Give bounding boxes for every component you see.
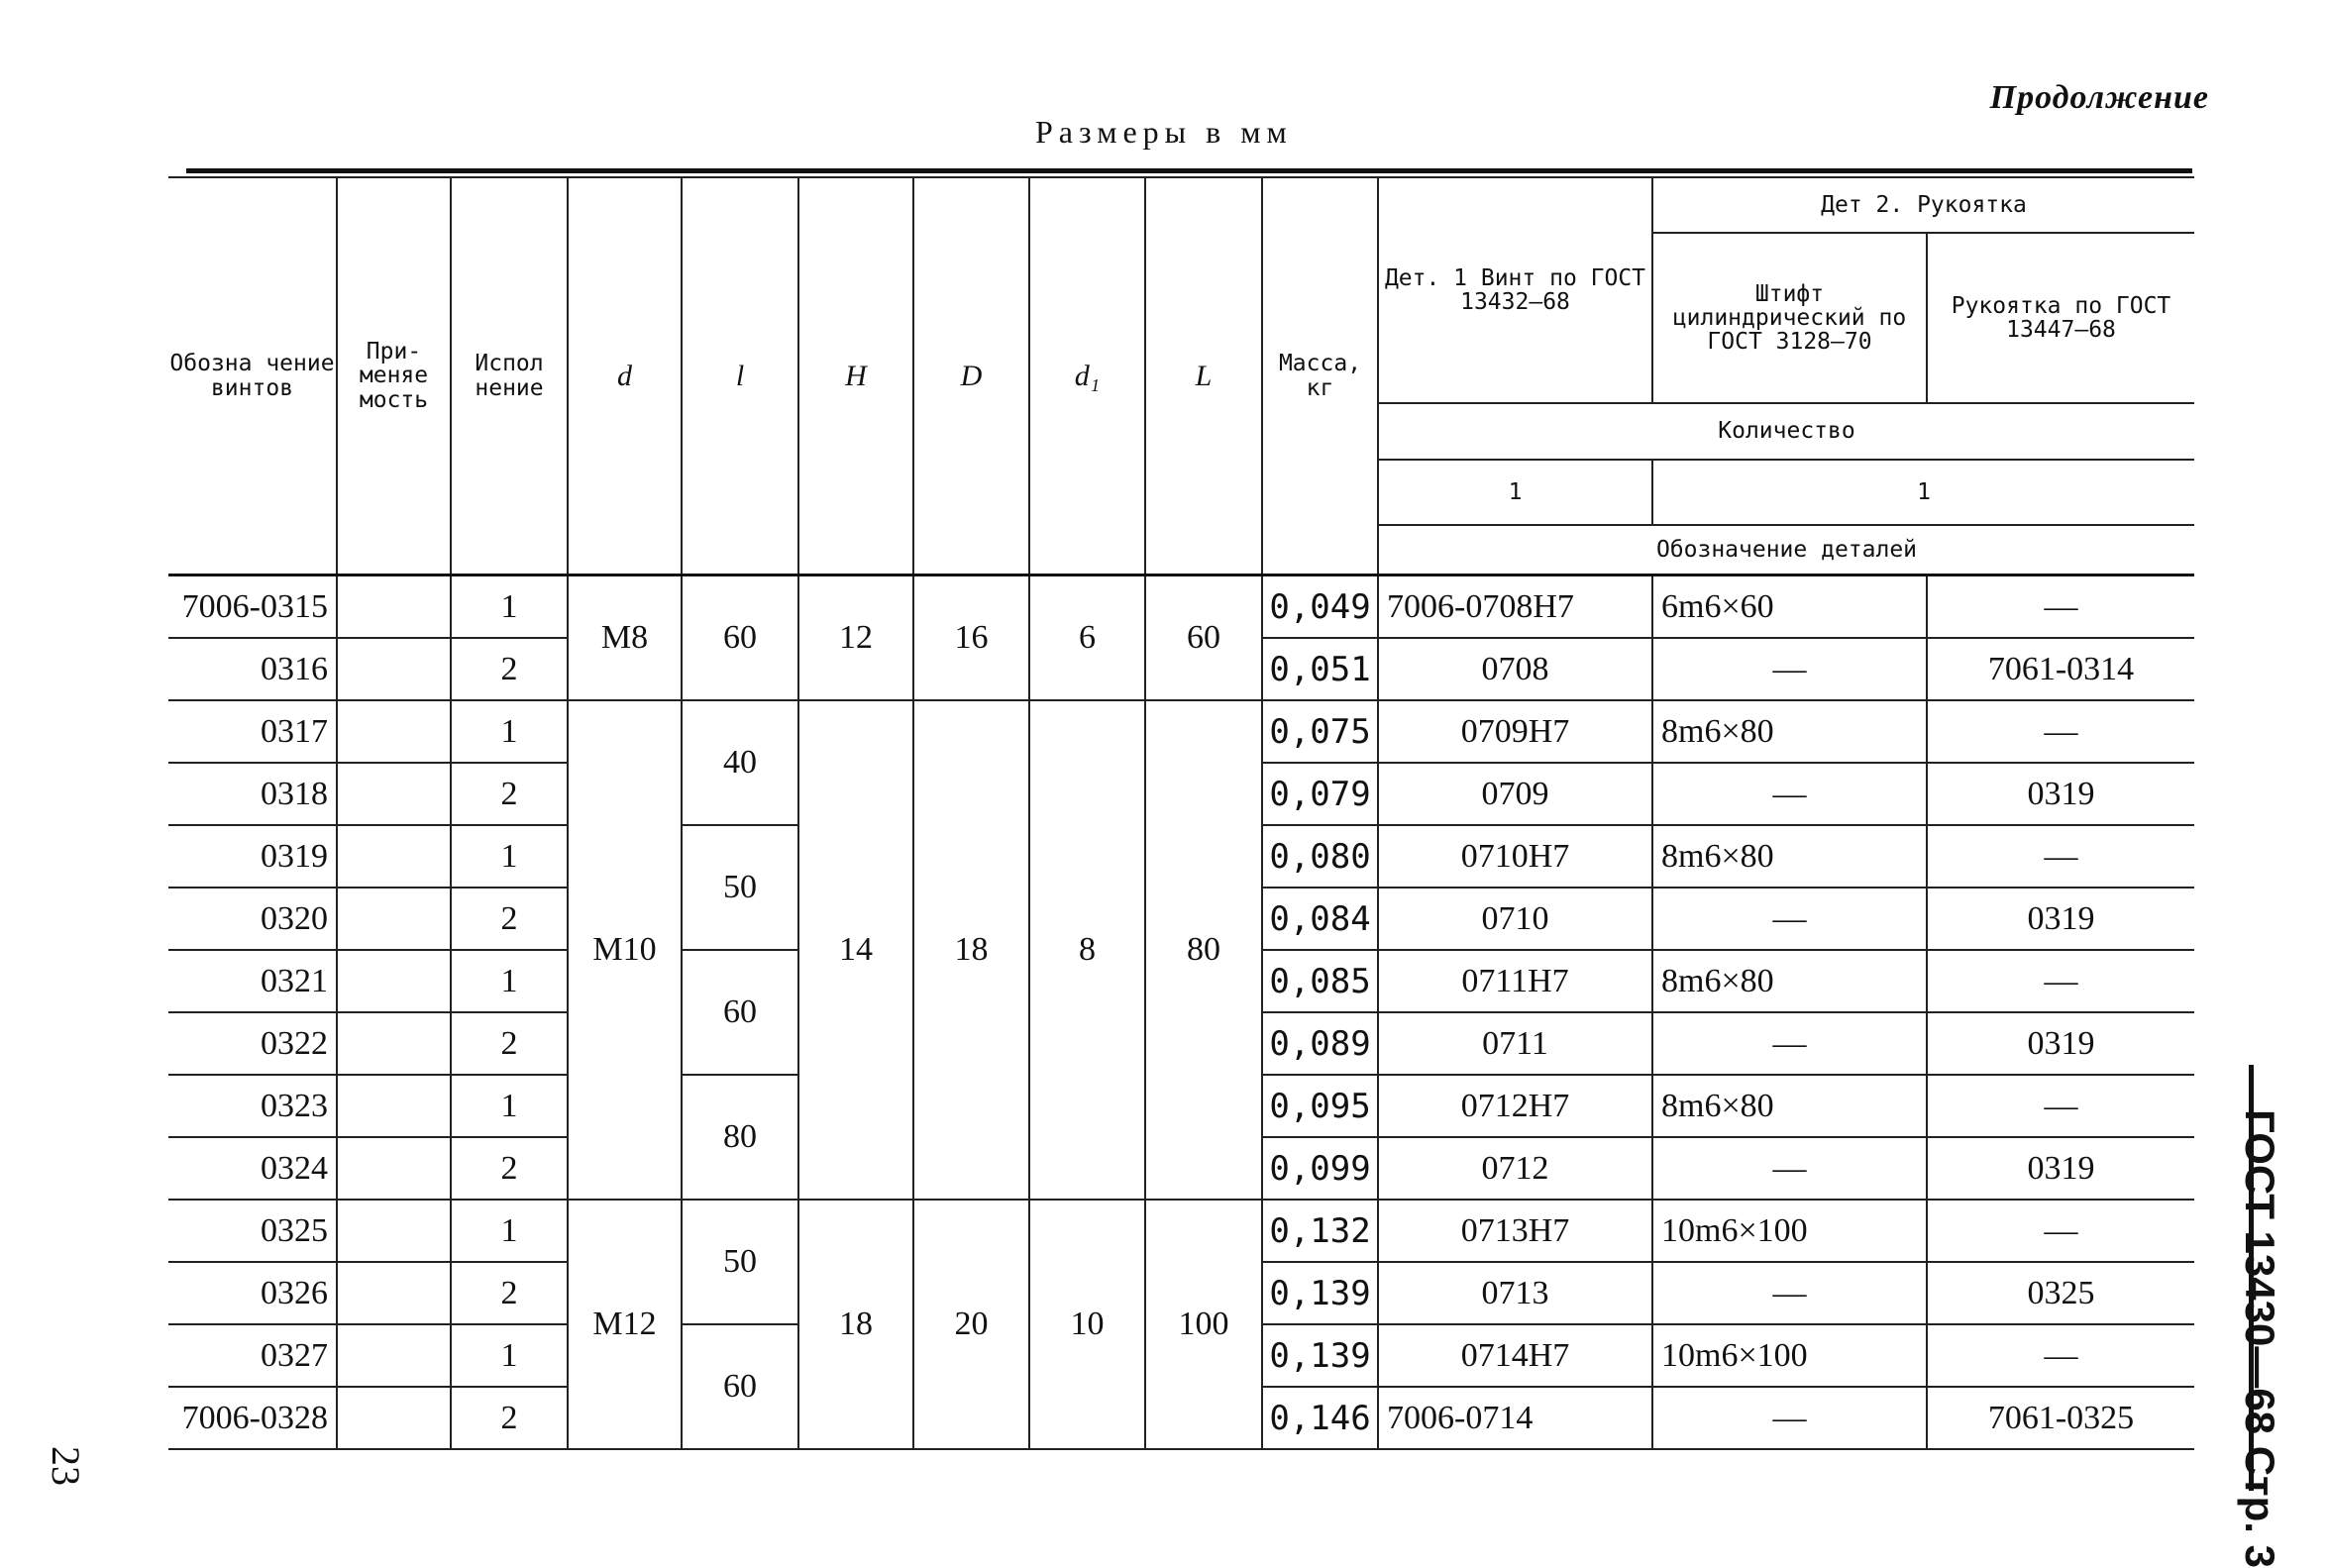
cell-pin: — <box>1652 638 1927 700</box>
cell-mass: 0,080 <box>1262 825 1378 888</box>
cell-mass: 0,051 <box>1262 638 1378 700</box>
cell-mass: 0,095 <box>1262 1075 1378 1137</box>
cell-version: 2 <box>451 1137 568 1200</box>
cell-handle: — <box>1927 700 2194 763</box>
cell-mass: 0,085 <box>1262 950 1378 1012</box>
cell-part1: 0708 <box>1378 638 1652 700</box>
cell-part1: 0709 <box>1378 763 1652 825</box>
cell-code: 0320 <box>168 888 337 950</box>
cell-handle: 0319 <box>1927 1137 2194 1200</box>
cell-H: 12 <box>798 575 913 701</box>
cell-applicability <box>337 1324 451 1387</box>
col-L: L <box>1145 177 1262 575</box>
cell-handle: 7061-0314 <box>1927 638 2194 700</box>
cell-mass: 0,075 <box>1262 700 1378 763</box>
col-part1: Дет. 1 Винт по ГОСТ 13432—68 <box>1378 177 1652 403</box>
col-D: D <box>913 177 1029 575</box>
cell-H: 14 <box>798 700 913 1200</box>
col-mass: Масса, кг <box>1262 177 1378 575</box>
cell-code: 0319 <box>168 825 337 888</box>
cell-D: 18 <box>913 700 1029 1200</box>
cell-pin: 10m6×100 <box>1652 1324 1927 1387</box>
cell-d1: 10 <box>1029 1200 1145 1449</box>
cell-mass: 0,139 <box>1262 1324 1378 1387</box>
cell-part1: 0712 <box>1378 1137 1652 1200</box>
cell-pin: 8m6×80 <box>1652 1075 1927 1137</box>
cell-mass: 0,146 <box>1262 1387 1378 1449</box>
cell-version: 1 <box>451 700 568 763</box>
parts-designation-header: Обозначение деталей <box>1378 525 2194 575</box>
cell-part1: 0713 <box>1378 1262 1652 1324</box>
cell-version: 1 <box>451 825 568 888</box>
cell-part1: 0712H7 <box>1378 1075 1652 1137</box>
cell-version: 2 <box>451 888 568 950</box>
cell-pin: — <box>1652 1262 1927 1324</box>
cell-applicability <box>337 1137 451 1200</box>
col-d: d <box>568 177 682 575</box>
page-number: 23 <box>44 1446 88 1486</box>
cell-handle: — <box>1927 950 2194 1012</box>
table-row <box>168 1200 2194 1262</box>
cell-mass: 0,139 <box>1262 1262 1378 1324</box>
col-part2-group: Дет 2. Рукоятка <box>1652 177 2194 233</box>
cell-handle: 0319 <box>1927 763 2194 825</box>
cell-handle: — <box>1927 825 2194 888</box>
col-d1: d₁ <box>1029 177 1145 575</box>
cell-pin: 6m6×60 <box>1652 575 1927 639</box>
cell-version: 1 <box>451 575 568 639</box>
cell-version: 2 <box>451 763 568 825</box>
cell-D: 20 <box>913 1200 1029 1449</box>
cell-H: 18 <box>798 1200 913 1449</box>
cell-handle: 0319 <box>1927 1012 2194 1075</box>
cell-version: 2 <box>451 1387 568 1449</box>
cell-version: 2 <box>451 638 568 700</box>
cell-applicability <box>337 575 451 639</box>
cell-mass: 0,079 <box>1262 763 1378 825</box>
cell-applicability <box>337 763 451 825</box>
cell-applicability <box>337 1012 451 1075</box>
cell-handle: — <box>1927 575 2194 639</box>
cell-code: 0321 <box>168 950 337 1012</box>
cell-pin: 8m6×80 <box>1652 950 1927 1012</box>
col-l: l <box>682 177 798 575</box>
cell-l: 40 <box>682 700 798 825</box>
col-applicability: При- меняе мость <box>337 177 451 575</box>
units-caption: Размеры в мм <box>1035 114 1293 150</box>
cell-L: 100 <box>1145 1200 1262 1449</box>
cell-handle: — <box>1927 1324 2194 1387</box>
cell-pin: — <box>1652 1137 1927 1200</box>
cell-handle: — <box>1927 1075 2194 1137</box>
cell-d: M10 <box>568 700 682 1200</box>
cell-part1: 0714H7 <box>1378 1324 1652 1387</box>
top-rule <box>186 168 2192 173</box>
cell-part1: 0713H7 <box>1378 1200 1652 1262</box>
cell-applicability <box>337 1387 451 1449</box>
cell-applicability <box>337 950 451 1012</box>
table-row <box>168 700 2194 763</box>
quantity-header: Количество <box>1378 403 2194 460</box>
cell-pin: 8m6×80 <box>1652 825 1927 888</box>
col-version: Испол нение <box>451 177 568 575</box>
cell-code: 0326 <box>168 1262 337 1324</box>
cell-code: 7006-0328 <box>168 1387 337 1449</box>
cell-l: 60 <box>682 1324 798 1449</box>
cell-d1: 8 <box>1029 700 1145 1200</box>
cell-mass: 0,089 <box>1262 1012 1378 1075</box>
cell-code: 0317 <box>168 700 337 763</box>
cell-d: M12 <box>568 1200 682 1449</box>
cell-d: M8 <box>568 575 682 701</box>
cell-part1: 0710H7 <box>1378 825 1652 888</box>
cell-part1: 0711 <box>1378 1012 1652 1075</box>
qty-part1: 1 <box>1378 460 1652 525</box>
cell-code: 7006-0315 <box>168 575 337 639</box>
continuation-label: Продолжение <box>1989 79 2209 116</box>
cell-applicability <box>337 1200 451 1262</box>
cell-version: 2 <box>451 1262 568 1324</box>
cell-code: 0327 <box>168 1324 337 1387</box>
cell-handle: 0325 <box>1927 1262 2194 1324</box>
cell-code: 0323 <box>168 1075 337 1137</box>
col-pin: Штифт цилиндрический по ГОСТ 3128—70 <box>1652 233 1927 403</box>
col-H: H <box>798 177 913 575</box>
cell-d1: 6 <box>1029 575 1145 701</box>
cell-code: 0325 <box>168 1200 337 1262</box>
cell-pin: — <box>1652 888 1927 950</box>
cell-handle: 0319 <box>1927 888 2194 950</box>
cell-D: 16 <box>913 575 1029 701</box>
cell-version: 1 <box>451 1075 568 1137</box>
cell-handle: 7061-0325 <box>1927 1387 2194 1449</box>
cell-mass: 0,084 <box>1262 888 1378 950</box>
cell-part1: 0710 <box>1378 888 1652 950</box>
cell-applicability <box>337 638 451 700</box>
cell-mass: 0,099 <box>1262 1137 1378 1200</box>
cell-part1: 7006-0708H7 <box>1378 575 1652 639</box>
cell-applicability <box>337 825 451 888</box>
cell-l: 60 <box>682 575 798 701</box>
cell-code: 0324 <box>168 1137 337 1200</box>
cell-applicability <box>337 1075 451 1137</box>
cell-mass: 0,049 <box>1262 575 1378 639</box>
cell-version: 1 <box>451 1324 568 1387</box>
cell-L: 60 <box>1145 575 1262 701</box>
cell-code: 0316 <box>168 638 337 700</box>
col-handle: Рукоятка по ГОСТ 13447—68 <box>1927 233 2194 403</box>
qty-part2: 1 <box>1652 460 2194 525</box>
cell-code: 0318 <box>168 763 337 825</box>
cell-pin: 8m6×80 <box>1652 700 1927 763</box>
cell-version: 1 <box>451 950 568 1012</box>
cell-part1: 0709H7 <box>1378 700 1652 763</box>
cell-code: 0322 <box>168 1012 337 1075</box>
cell-part1: 0711H7 <box>1378 950 1652 1012</box>
cell-pin: — <box>1652 763 1927 825</box>
cell-version: 1 <box>451 1200 568 1262</box>
cell-l: 60 <box>682 950 798 1075</box>
cell-l: 80 <box>682 1075 798 1200</box>
cell-applicability <box>337 888 451 950</box>
cell-pin: — <box>1652 1012 1927 1075</box>
standard-side-label: ГОСТ 13430—68 Стр. 3 <box>2237 1109 2283 1568</box>
cell-pin: 10m6×100 <box>1652 1200 1927 1262</box>
table-row <box>168 575 2194 639</box>
col-designation: Обозна чение винтов <box>168 177 337 575</box>
cell-l: 50 <box>682 825 798 950</box>
cell-handle: — <box>1927 1200 2194 1262</box>
cell-l: 50 <box>682 1200 798 1324</box>
cell-applicability <box>337 700 451 763</box>
cell-version: 2 <box>451 1012 568 1075</box>
screw-spec-table <box>168 176 2194 1450</box>
cell-L: 80 <box>1145 700 1262 1200</box>
cell-part1: 7006-0714 <box>1378 1387 1652 1449</box>
cell-pin: — <box>1652 1387 1927 1449</box>
cell-applicability <box>337 1262 451 1324</box>
cell-mass: 0,132 <box>1262 1200 1378 1262</box>
